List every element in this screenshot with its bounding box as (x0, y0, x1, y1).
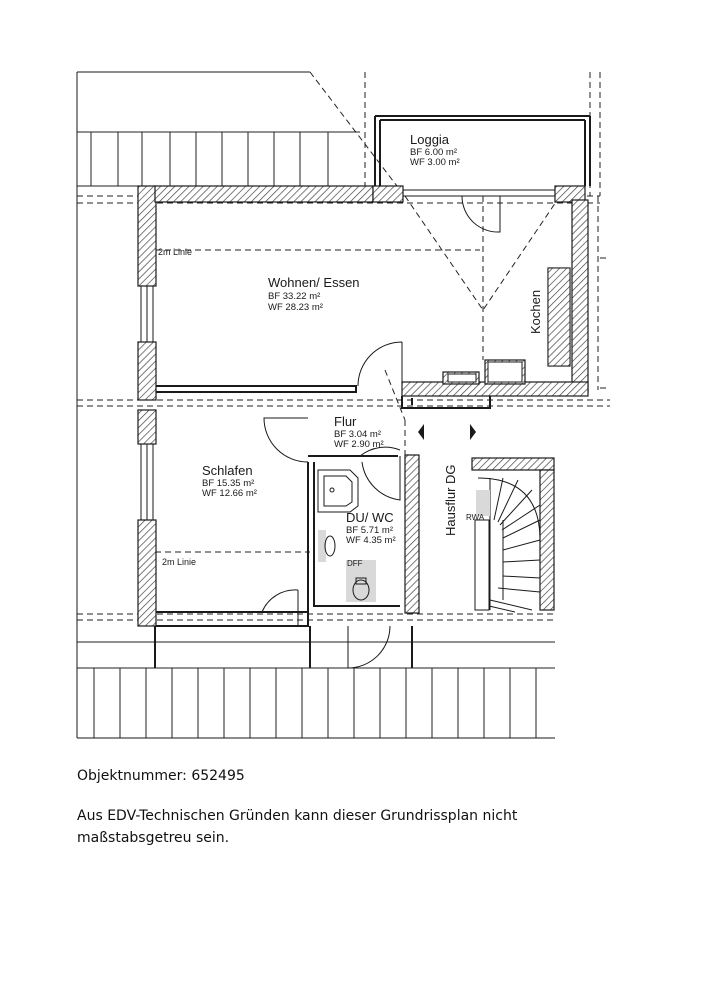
hausflur-name: Hausflur DG (443, 464, 458, 536)
disclaimer-text: Aus EDV-Technischen Gründen kann dieser Grundrissplan nicht maßstabsgetreu sein. (77, 808, 518, 846)
loggia-bf: BF 6.00 m² (410, 147, 457, 158)
wohnen-bf: BF 33.22 m² (268, 291, 321, 302)
loggia-name: Loggia (410, 132, 450, 147)
flur-name: Flur (334, 414, 357, 429)
duwc-name: DU/ WC (346, 510, 394, 525)
flur-bf: BF 3.04 m² (334, 429, 381, 440)
dashed-roof-lines (77, 72, 610, 620)
duwc-wf: WF 4.35 m² (346, 535, 396, 546)
objektnummer: Objektnummer: 652495 (77, 768, 245, 784)
linie-label-bottom: 2m Linie (162, 557, 197, 567)
plan-frame (77, 72, 555, 738)
linie-label-top: 2m Linie (158, 247, 193, 257)
kitchen-counter (448, 268, 570, 382)
doors (262, 196, 500, 668)
schlafen-wf: WF 12.66 m² (202, 488, 257, 499)
schlafen-bf: BF 15.35 m² (202, 478, 255, 489)
entry-arrows (418, 424, 476, 440)
loggia-wf: WF 3.00 m² (410, 157, 460, 168)
schlafen-name: Schlafen (202, 463, 253, 478)
flur-wf: WF 2.90 m² (334, 439, 384, 450)
rwa-label: RWA (466, 513, 485, 522)
roof-rafters-top (77, 132, 360, 186)
roof-rafters-bottom (77, 642, 555, 738)
kochen-name: Kochen (528, 289, 543, 334)
wohnen-name: Wohnen/ Essen (268, 275, 360, 290)
duwc-bf: BF 5.71 m² (346, 525, 393, 536)
dff-label: DFF (347, 559, 363, 568)
wohnen-wf: WF 28.23 m² (268, 302, 323, 313)
